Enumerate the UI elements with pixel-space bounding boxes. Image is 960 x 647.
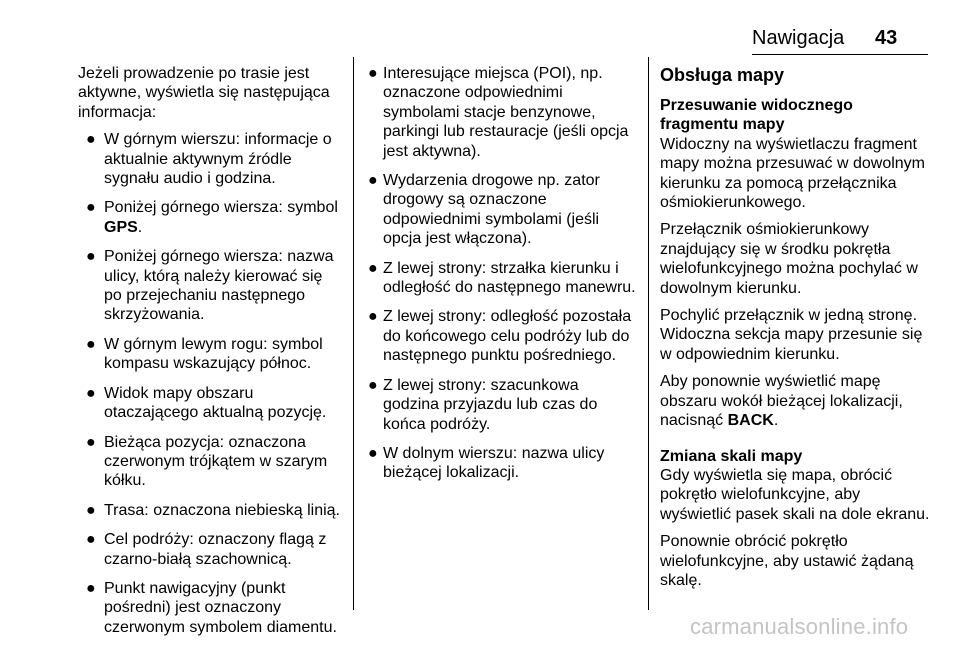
bullet-icon: ● xyxy=(368,259,378,277)
list-item: ● Cel podróży: oznaczony flagą z czarno-białą szachownicą. xyxy=(86,531,327,568)
back-button-label: BACK xyxy=(727,412,774,430)
column-1 xyxy=(78,64,342,647)
header-rule xyxy=(752,54,928,55)
page-number: 43 xyxy=(875,27,898,49)
info-list xyxy=(78,130,342,637)
column-2 xyxy=(362,64,636,493)
page-header xyxy=(0,0,960,56)
paragraph: Przełącznik ośmiokierunkowy znajdujący się w środku pokrętła wielofunkcyjnego można pochylać w dowolnym kierunku. xyxy=(660,221,918,297)
bullet-icon: ● xyxy=(368,444,378,462)
intro-paragraph: Jeżeli prowadzenie po trasie jest aktywne, wyświetla się następująca informacja: xyxy=(78,65,330,121)
list-item: ● W dolnym wierszu: nazwa ulicy bieżącej lokalizacji. xyxy=(368,444,605,482)
column-divider-left xyxy=(353,57,354,610)
bullet-icon: ● xyxy=(86,248,96,266)
bullet-icon: ● xyxy=(86,131,96,149)
list-item: ● Interesujące miejsca (POI), np. oznaczone odpowiednimi symbolami stacje benzynowe, parkingi lub restauracje (jeśli opcja jest aktywna). xyxy=(368,65,629,160)
column-divider-right xyxy=(648,57,649,610)
bullet-icon: ● xyxy=(86,384,96,402)
header-title: Nawigacja xyxy=(752,27,845,49)
list-item: ● Z lewej strony: strzałka kierunku i odległość do następnego manewru. xyxy=(368,259,636,297)
subsection-title-scale: Zmiana skali mapy xyxy=(660,447,803,465)
list-item: ● Wydarzenia drogowe np. zator drogowy są oznaczone odpowiednimi symbolami (jeśli opcja jest włączona). xyxy=(368,172,600,248)
gps-label: GPS xyxy=(104,218,138,236)
info-list-continued xyxy=(362,64,636,483)
list-item: ● Poniżej górnego wiersza: nazwa ulicy, którą należy kierować się po przejechaniu następnego skrzyżowania. xyxy=(86,248,334,324)
bullet-icon: ● xyxy=(86,501,96,519)
bullet-icon: ● xyxy=(86,199,96,217)
paragraph: Aby ponownie wyświetlić mapę obszaru wokół bieżącej lokalizacji, nacisnąć BACK. xyxy=(660,373,903,430)
list-item: ● W górnym wierszu: informacje o aktualnie aktywnym źródle sygnału audio i godzina. xyxy=(86,131,332,188)
list-item: ● Bieżąca pozycja: oznaczona czerwonym trójkątem w szarym kółku. xyxy=(86,433,328,490)
bullet-icon: ● xyxy=(86,579,96,597)
paragraph: Pochylić przełącznik w jedną stronę. Widoczna sekcja mapy przesunie się w odpowiednim kierunku. xyxy=(660,307,923,363)
paragraph: Widoczny na wyświetlaczu fragment mapy można przesuwać w dowolnym kierunku za pomocą przełącznika ośmiokierunkowego. xyxy=(660,135,925,212)
bullet-icon: ● xyxy=(86,433,96,451)
bullet-icon: ● xyxy=(368,172,378,190)
list-item: ● W górnym lewym rogu: symbol kompasu wskazujący północ. xyxy=(86,335,323,373)
paragraph: Ponownie obrócić pokrętło wielofunkcyjne, aby ustawić żądaną skalę. xyxy=(660,533,914,589)
bullet-icon: ● xyxy=(86,531,96,549)
paragraph: Gdy wyświetla się mapa, obrócić pokrętło wielofunkcyjne, aby wyświetlić pasek skali na dole ekranu. xyxy=(660,466,930,523)
bullet-icon: ● xyxy=(368,65,378,82)
watermark: carmanualsonline.info xyxy=(690,614,909,639)
list-item: ● Trasa: oznaczona niebieską linią. xyxy=(86,501,340,519)
list-item: ● Punkt nawigacyjny (punkt pośredni) jest oznaczony czerwonym symbolem diamentu. xyxy=(86,579,337,636)
list-item: ● Z lewej strony: szacunkowa godzina przyjazdu lub czas do końca podróży. xyxy=(368,376,598,433)
subsection-title-pan: Przesuwanie widocznego fragmentu mapy xyxy=(660,97,853,134)
column-3 xyxy=(660,64,932,598)
section-title: Obsługa mapy xyxy=(660,65,785,85)
bullet-icon: ● xyxy=(86,335,96,353)
list-item: ● Poniżej górnego wiersza: symbol GPS. xyxy=(86,199,338,236)
list-item: ● Widok mapy obszaru otaczającego aktualną pozycję. xyxy=(86,384,327,422)
bullet-icon: ● xyxy=(368,376,378,394)
list-item: ● Z lewej strony: odległość pozostała do końcowego celu podróży lub do następnego punktu pośredniego. xyxy=(368,308,632,365)
bullet-icon: ● xyxy=(368,308,378,326)
